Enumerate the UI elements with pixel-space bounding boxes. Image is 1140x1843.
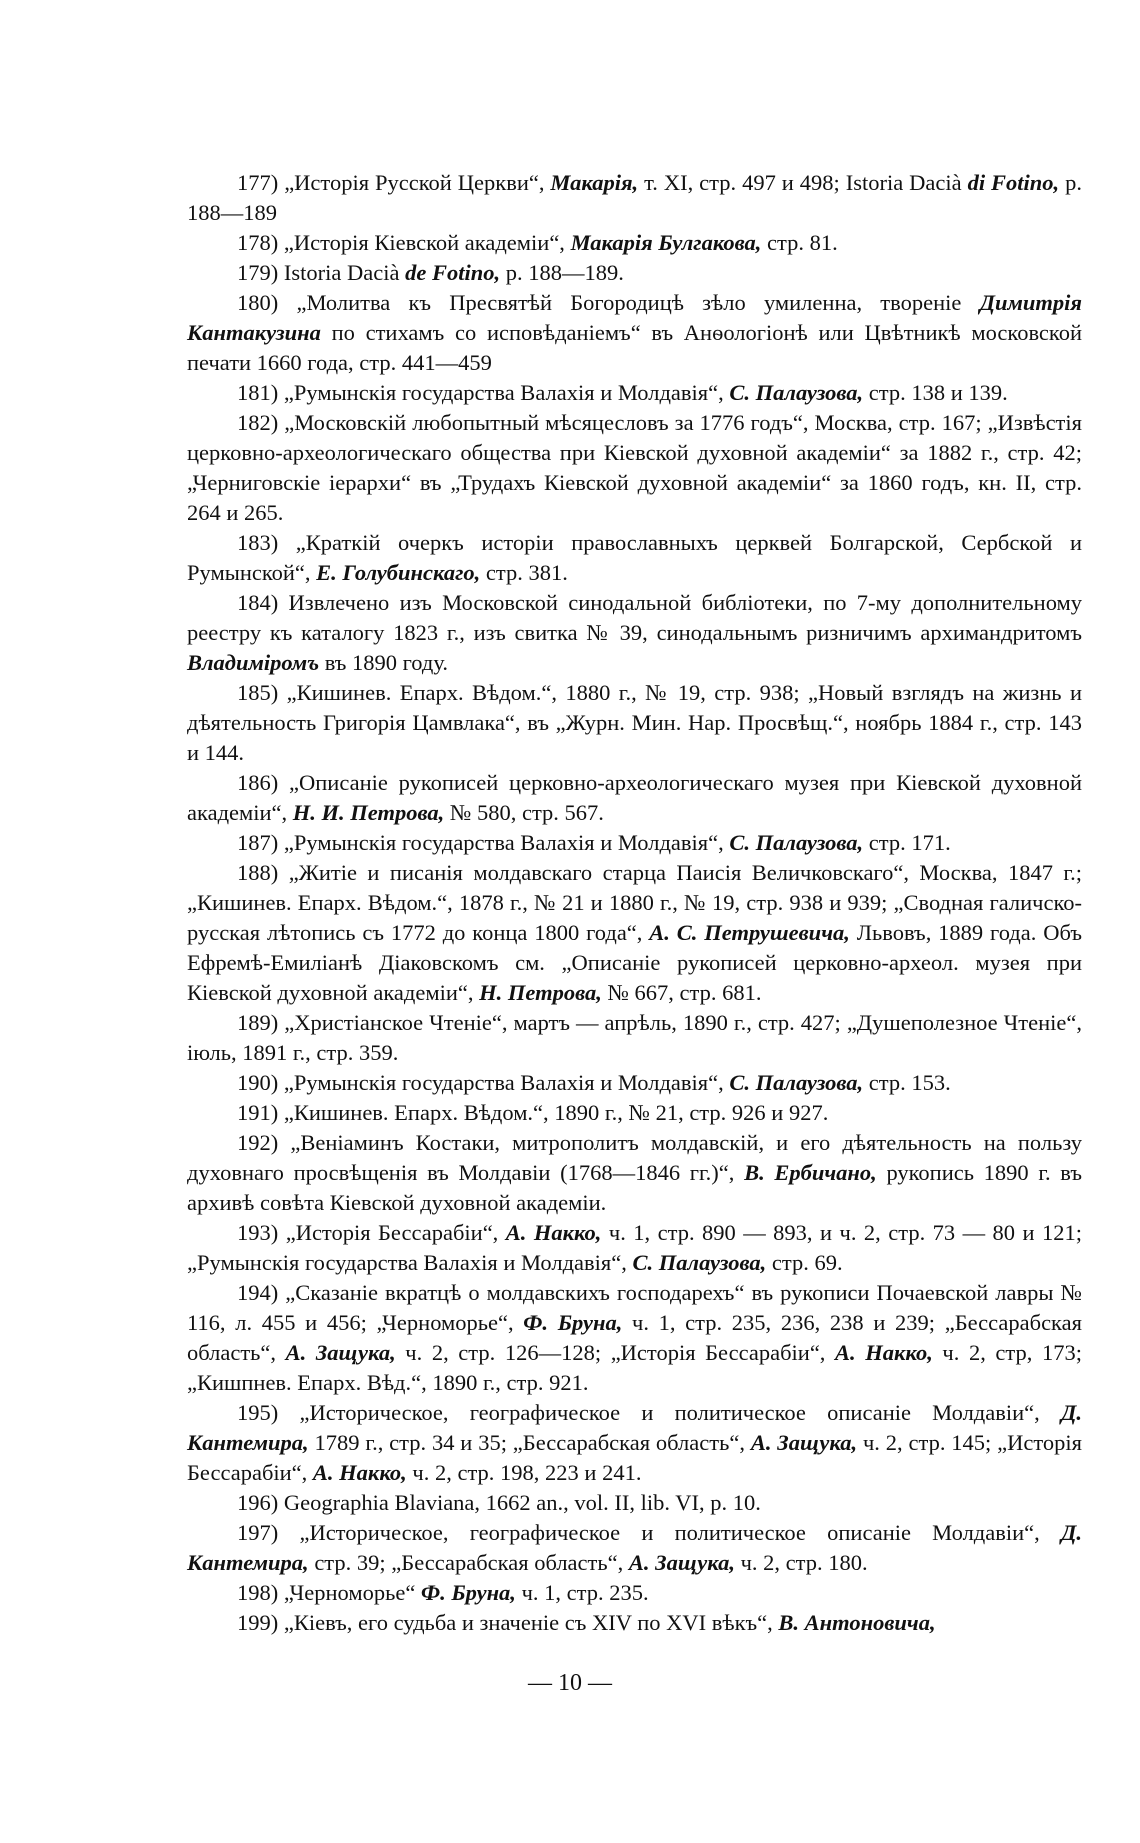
footnote-text: рукопись 1890 г. въ архивѣ совѣта Кіевской духовной академіи. (187, 1160, 1082, 1215)
footnote (187, 288, 1082, 378)
footnote-text: „Сказаніе вкратцѣ о молдавскихъ господарехъ“ въ рукописи Почаевской лавры № 116, л. 455 и 456; „Черноморье“, (187, 1280, 1082, 1335)
footnote (187, 1128, 1082, 1218)
footnote-text: Львовъ, 1889 года. Объ Ефремѣ-Емиліанѣ Діаковскомъ см. „Описаніе рукописей церковно-археол. музея при Кіевской духовной академіи“, (187, 920, 1082, 1005)
footnote-text: „Описаніе рукописей церковно-археологическаго музея при Кіевской духовной академіи“, (187, 770, 1082, 825)
footnote-number: 186) (237, 770, 279, 795)
footnote-author: А. Защука, (750, 1430, 858, 1455)
footnote-text: „Житіе и писанія молдавскаго старца Паисія Величковскаго“, Москва, 1847 г.; „Кишинев. Епарх. Вѣдом.“, 1878 г., № 21 и 1880 г., № 19, стр. 938 и 939; „Сводная галичско-русская лѣтопись съ 1772 до конца 1800 года“, (187, 860, 1082, 945)
footnote-number: 188) (237, 860, 279, 885)
footnote-text: p. 188—189. (500, 260, 624, 285)
footnote-author: С. Палаузова, (729, 1070, 864, 1095)
footnote-number: 183) (237, 530, 279, 555)
footnote-text: „Румынскія государства Валахія и Молдавія“, (278, 380, 730, 405)
footnote-text: „Веніаминъ Костаки, митрополитъ молдавскій, и его дѣятельность на пользу духовнаго просвѣщенія въ Молдавіи (1768—1846 гг.)“, (187, 1130, 1082, 1185)
footnote-number: 184) (237, 590, 279, 615)
footnote-author: А. С. Петрушевича, (649, 920, 850, 945)
footnote-number: 195) (237, 1400, 279, 1425)
footnote-text: по стихамъ со исповѣданіемъ“ въ Анѳологіонѣ или Цвѣтникѣ московской печати 1660 года, стр. 441—459 (187, 320, 1082, 375)
footnote-author: А. Накко, (312, 1460, 407, 1485)
footnote-text: „Исторія Бессарабіи“, (278, 1220, 506, 1245)
footnote-number: 197) (237, 1520, 279, 1545)
footnote-number: 187) (237, 830, 279, 855)
footnote-author: Д. Кантемира, (187, 1400, 1082, 1455)
footnote (187, 1608, 1082, 1638)
footnote-text: „Черноморье“ (278, 1580, 421, 1605)
footnote-author: Н. И. Петрова, (292, 800, 445, 825)
footnote (187, 1218, 1082, 1278)
footnote-text: Istoria Dacià (278, 260, 406, 285)
footnote-text: № 580, стр. 567. (444, 800, 604, 825)
footnote-author: Макарія Булгакова, (570, 230, 762, 255)
footnote (187, 828, 1082, 858)
footnote-text: „Краткій очеркъ исторіи православныхъ церквей Болгарской, Сербской и Румынской“, (187, 530, 1082, 585)
footnote-author: Владиміромъ (187, 650, 320, 675)
footnote-text: ч. 2, стр. 126—128; „Исторія Бессарабіи“, (395, 1340, 836, 1365)
footnote-author: di Fotino, (967, 170, 1060, 195)
footnote-text: ч. 2, стр. 198, 223 и 241. (406, 1460, 642, 1485)
footnote-number: 179) (237, 260, 279, 285)
footnote-text: № 667, стр. 681. (601, 980, 762, 1005)
footnote-number: 191) (237, 1100, 279, 1125)
footnote (187, 1098, 1082, 1128)
footnote-text: стр. 153. (863, 1070, 951, 1095)
footnote-number: 185) (237, 680, 279, 705)
footnote-author: В. Антоновича, (778, 1610, 936, 1635)
footnote (187, 858, 1082, 1008)
footnote-number: 193) (237, 1220, 279, 1245)
footnote-author: С. Палаузова, (729, 380, 864, 405)
footnote (187, 1278, 1082, 1398)
footnote-text: „Кишинев. Епарх. Вѣдом.“, 1890 г., № 21, стр. 926 и 927. (278, 1100, 829, 1125)
footnote-text: „Кишинев. Епарх. Вѣдом.“, 1880 г., № 19, стр. 938; „Новый взглядъ на жизнь и дѣятельность Григорія Цамвлака“, въ „Журн. Мин. Нар. Просвѣщ.“, ноябрь 1884 г., стр. 143 и 144. (187, 680, 1082, 765)
footnote-text: „Молитва къ Пресвятѣй Богородицѣ зѣло умиленна, твореніе (278, 290, 980, 315)
footnote-author: С. Палаузова, (632, 1250, 767, 1275)
footnote-text: ч. 1, стр. 235, 236, 238 и 239; „Бессарабская область“, (187, 1310, 1082, 1365)
footnote-text: „Исторія Русской Церкви“, (278, 170, 551, 195)
footnote-number: 177) (237, 170, 279, 195)
footnote (187, 258, 1082, 288)
footnote-text: стр. 39; „Бессарабская область“, (308, 1550, 629, 1575)
footnote-number: 198) (237, 1580, 279, 1605)
footnote-text: p. 188—189 (187, 170, 1082, 225)
footnote-text: ч. 2, стр. 180. (734, 1550, 868, 1575)
footnote (187, 768, 1082, 828)
footnote-text: „Румынскія государства Валахія и Молдавія“, (278, 1070, 730, 1095)
footnote-number: 196) (237, 1490, 279, 1515)
footnote-author: С. Палаузова, (729, 830, 864, 855)
footnote-text: Извлечено изъ Московской синодальной библіотеки, по 7-му дополнительному реестру къ каталогу 1823 г., изъ свитка № 39, синодальнымъ ризничимъ архимандритомъ (187, 590, 1082, 645)
footnote (187, 1008, 1082, 1068)
footnote-author: Д. Кантемира, (187, 1520, 1082, 1575)
footnote-number: 181) (237, 380, 279, 405)
footnotes-block (187, 168, 1082, 1638)
footnote-text: „Христіанское Чтеніе“, мартъ — апрѣль, 1890 г., стр. 427; „Душеполезное Чтеніе“, іюль, 1891 г., стр. 359. (187, 1010, 1082, 1065)
footnote-number: 180) (237, 290, 279, 315)
footnote-author: А. Защука, (285, 1340, 396, 1365)
footnote-text: „Исторія Кіевской академіи“, (278, 230, 571, 255)
footnote (187, 528, 1082, 588)
footnote-text: т. XI, стр. 497 и 498; Istoria Dacià (638, 170, 968, 195)
footnote-text: „Московскій любопытный мѣсяцесловъ за 1776 годъ“, Москва, стр. 167; „Извѣстія церковно-археологическаго общества при Кіевской духовной академіи“ за 1882 г., стр. 42; „Черниговскіе іерархи“ въ „Трудахъ Кіевской духовной академіи“ за 1860 годъ, кн. II, стр. 264 и 265. (187, 410, 1082, 525)
footnote-text: „Румынскія государства Валахія и Молдавія“, (278, 830, 730, 855)
footnote-text: стр. 381. (480, 560, 568, 585)
footnote (187, 168, 1082, 228)
footnote-text: ч. 2, стр. 145; „Исторія Бессарабіи“, (187, 1430, 1082, 1485)
footnote-author: В. Ербичано, (744, 1160, 877, 1185)
footnote (187, 1488, 1082, 1518)
footnote-author: de Fotino, (405, 260, 501, 285)
footnote-number: 190) (237, 1070, 279, 1095)
footnote-author: Е. Голубинскаго, (316, 560, 481, 585)
footnote (187, 228, 1082, 258)
footnote (187, 1068, 1082, 1098)
footnote-number: 189) (237, 1010, 279, 1035)
footnote-number: 194) (237, 1280, 279, 1305)
footnote-text: ч. 1, стр. 890 — 893, и ч. 2, стр. 73 — 80 и 121; „Румынскія государства Валахія и Молдавія“, (187, 1220, 1083, 1275)
footnote (187, 678, 1082, 768)
footnote-author: А. Защука, (628, 1550, 735, 1575)
footnote (187, 408, 1082, 528)
footnote-text: Geographia Blaviana, 1662 an., vol. II, lib. VI, p. 10. (278, 1490, 761, 1515)
footnote (187, 1518, 1082, 1578)
footnote (187, 1578, 1082, 1608)
footnote-number: 182) (237, 410, 279, 435)
footnote-text: стр. 69. (766, 1250, 843, 1275)
footnote-author: Макарія, (550, 170, 639, 195)
footnote-text: стр. 138 и 139. (863, 380, 1008, 405)
footnote-author: А. Накко, (835, 1340, 933, 1365)
footnote-text: 1789 г., стр. 34 и 35; „Бессарабская область“, (308, 1430, 751, 1455)
footnote-author: Димитрія Кантакузина (187, 290, 1082, 345)
footnote-author: Н. Петрова, (479, 980, 602, 1005)
footnote-number: 199) (237, 1610, 279, 1635)
footnote (187, 378, 1082, 408)
footnote-number: 192) (237, 1130, 279, 1155)
footnote-number: 178) (237, 230, 279, 255)
footnote-author: А. Накко, (505, 1220, 602, 1245)
footnote-text: „Историческое, географическое и политическое описаніе Молдавіи“, (278, 1400, 1061, 1425)
footnote-author: Ф. Бруна, (420, 1580, 516, 1605)
footnote-text: въ 1890 году. (319, 650, 448, 675)
footnote-text: „Историческое, географическое и политическое описаніе Молдавіи“, (278, 1520, 1061, 1545)
footnote-text: „Кіевъ, его судьба и значеніе съ XIV по XVI вѣкъ“, (278, 1610, 779, 1635)
page-number: — 10 — (528, 1670, 612, 1696)
footnote-text: стр. 81. (761, 230, 838, 255)
footnote-text: ч. 1, стр. 235. (515, 1580, 649, 1605)
footnote (187, 1398, 1082, 1488)
footnote-text: стр. 171. (863, 830, 951, 855)
footnote-text: ч. 2, стр, 173; „Кишпнев. Епарх. Вѣд.“, 1890 г., стр. 921. (187, 1340, 1082, 1395)
footnote-author: Ф. Бруна, (523, 1310, 623, 1335)
footnote (187, 588, 1082, 678)
